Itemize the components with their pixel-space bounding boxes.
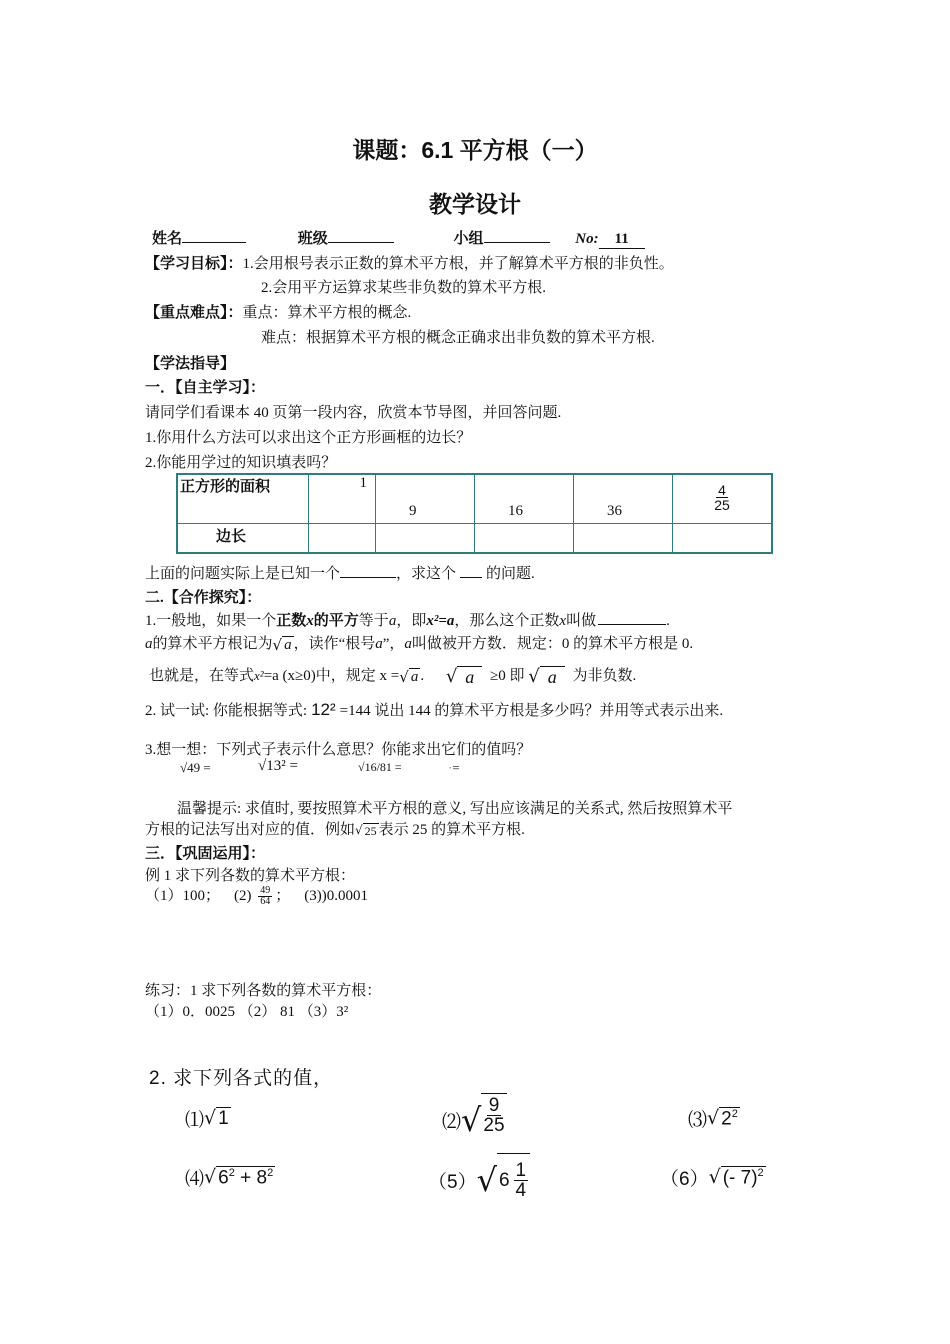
focus-difficulty: 难点：根据算术平方根的概念正确求出非负数的算术平方根. <box>261 330 655 346</box>
group-label: 小组 <box>453 231 484 247</box>
goals-row-1 <box>145 252 674 273</box>
self-study-p1: 请同学们看课本 40 页第一段内容，欣赏本节导图，并回答问题. <box>145 405 562 421</box>
area-cell-16: 16 <box>475 474 574 524</box>
no-label: No: <box>575 231 599 247</box>
sqrt-a-symbol: √ a <box>399 667 419 686</box>
focus-key: 重点：算术平方根的概念. <box>242 305 412 321</box>
expr-sqrt-49: √49 = <box>180 760 211 775</box>
tip-line-1: 温馨提示: 求值时, 要按照算术平方根的意义, 写出应该满足的关系式, 然后按照算术平 <box>177 801 733 817</box>
expr-sqrt-13-sq: √13² = <box>258 758 298 774</box>
area-header-cell: 正方形的面积 <box>177 474 309 524</box>
method-label: 【学法指导】 <box>145 356 236 372</box>
sqrt-a-large-symbol: √ a <box>446 666 482 688</box>
area-cell-9: 9 <box>376 474 475 524</box>
expr-sqrt-16-81: √16/81 = <box>358 760 402 774</box>
focus-row <box>145 301 411 322</box>
class-label: 班级 <box>297 231 328 247</box>
goals-label: 【学习目标】： <box>145 256 243 272</box>
expr-item-1: ⑴ √ 1 <box>185 1107 229 1131</box>
area-cell-1: 1 <box>309 474 376 524</box>
page-title: 课题：6.1 平方根（一） <box>352 137 598 163</box>
self-study-q1: 1.你用什么方法可以求出这个正方形画框的边长？ <box>145 430 472 446</box>
sqrt-25-symbol: √ 25 <box>355 822 377 838</box>
practice-1: 练习：1 求下列各数的算术平方根： <box>145 983 382 999</box>
page-subtitle: 教学设计 <box>429 191 521 217</box>
focus-label: 【重点难点】： <box>145 305 243 321</box>
example-1-items: （1）100； (2) $\frac{49}{64}$ ； (3))0.0001 <box>145 885 369 908</box>
practice-1-items: （1）0．0025 （2） 81 （3）3² <box>145 1004 349 1020</box>
self-study-heading: 一．【自主学习】： <box>145 380 266 396</box>
side-cell[interactable] <box>673 524 773 554</box>
side-header-cell: 边长 <box>177 524 309 554</box>
goal-1: 1.会用根号表示正数的算术平方根，并了解算术平方根的非负性。 <box>242 256 674 272</box>
area-side-table <box>176 473 773 554</box>
expr-item-3: ⑶ √ $2^2$ <box>688 1106 738 1131</box>
self-study-q2: 2.你能用学过的知识填表吗？ <box>145 455 337 471</box>
expr-item-5: （5） √ 6 $\frac{1}{4}$ <box>428 1153 530 1207</box>
no-value: 11 <box>599 231 645 249</box>
goal-2: 2.会用平方运算求某些非负数的算术平方根. <box>261 280 547 296</box>
side-cell[interactable] <box>309 524 376 554</box>
expr-item-2: ⑵ √ $\frac{9}{25}$ <box>442 1093 507 1147</box>
area-cell-36: 36 <box>574 474 673 524</box>
example-1: 例 1 求下列各数的算术平方根： <box>145 868 356 884</box>
info-row <box>152 227 645 249</box>
expr-blurred: ·= <box>448 760 460 775</box>
question-2: 2. 求下列各式的值， <box>149 1068 334 1089</box>
side-cell[interactable] <box>475 524 574 554</box>
coop-line-2: a的算术平方根记为 √ a ，读作“根号a”，a叫做被开方数．规定：0 的算术平方根是 0. <box>145 635 694 654</box>
coop-line-5: 3.想一想：下列式子表示什么意思？你能求出它们的值吗？ <box>145 742 532 758</box>
tip-line-2: 方根的记法写出对应的值．例如 √ 25 表示 25 的算术平方根. <box>145 822 525 838</box>
name-label: 姓名 <box>152 231 183 247</box>
side-cell[interactable] <box>574 524 673 554</box>
expr-item-4: ⑷ √ $6^2 + 8^2$ <box>185 1165 274 1190</box>
coop-line-1: 1.一般地，如果一个正数x的平方等于a，即x²=a，那么这个正数x叫做 . <box>145 613 670 629</box>
area-cell-frac: $\frac{4}{25}$ <box>673 474 773 524</box>
coop-line-3: 也就是，在等式x²=a (x≥0)中，规定 x = √ a . √ a ≥0 即 √ a 为非负数. <box>149 665 637 687</box>
side-cell[interactable] <box>376 524 475 554</box>
coop-line-4: 2. 试一试: 你能根据等式: 12² =144 说出 144 的算术平方根是多少吗？并用等式表示出来. <box>145 700 724 719</box>
expr-item-6: （6） √ (- 7)$^2$ <box>660 1165 764 1190</box>
fraction-49-64: $\frac{49}{64}$ <box>260 885 271 908</box>
coop-heading: 二.【合作探究】： <box>145 590 262 606</box>
sqrt-a-symbol: √ a <box>272 635 292 654</box>
apply-heading: 三．【巩固运用】： <box>145 846 266 862</box>
after-table-line: 上面的问题实际上是已知一个 ，求这个 的问题. <box>145 566 535 582</box>
sqrt-a-large-symbol: √ a <box>528 666 564 688</box>
